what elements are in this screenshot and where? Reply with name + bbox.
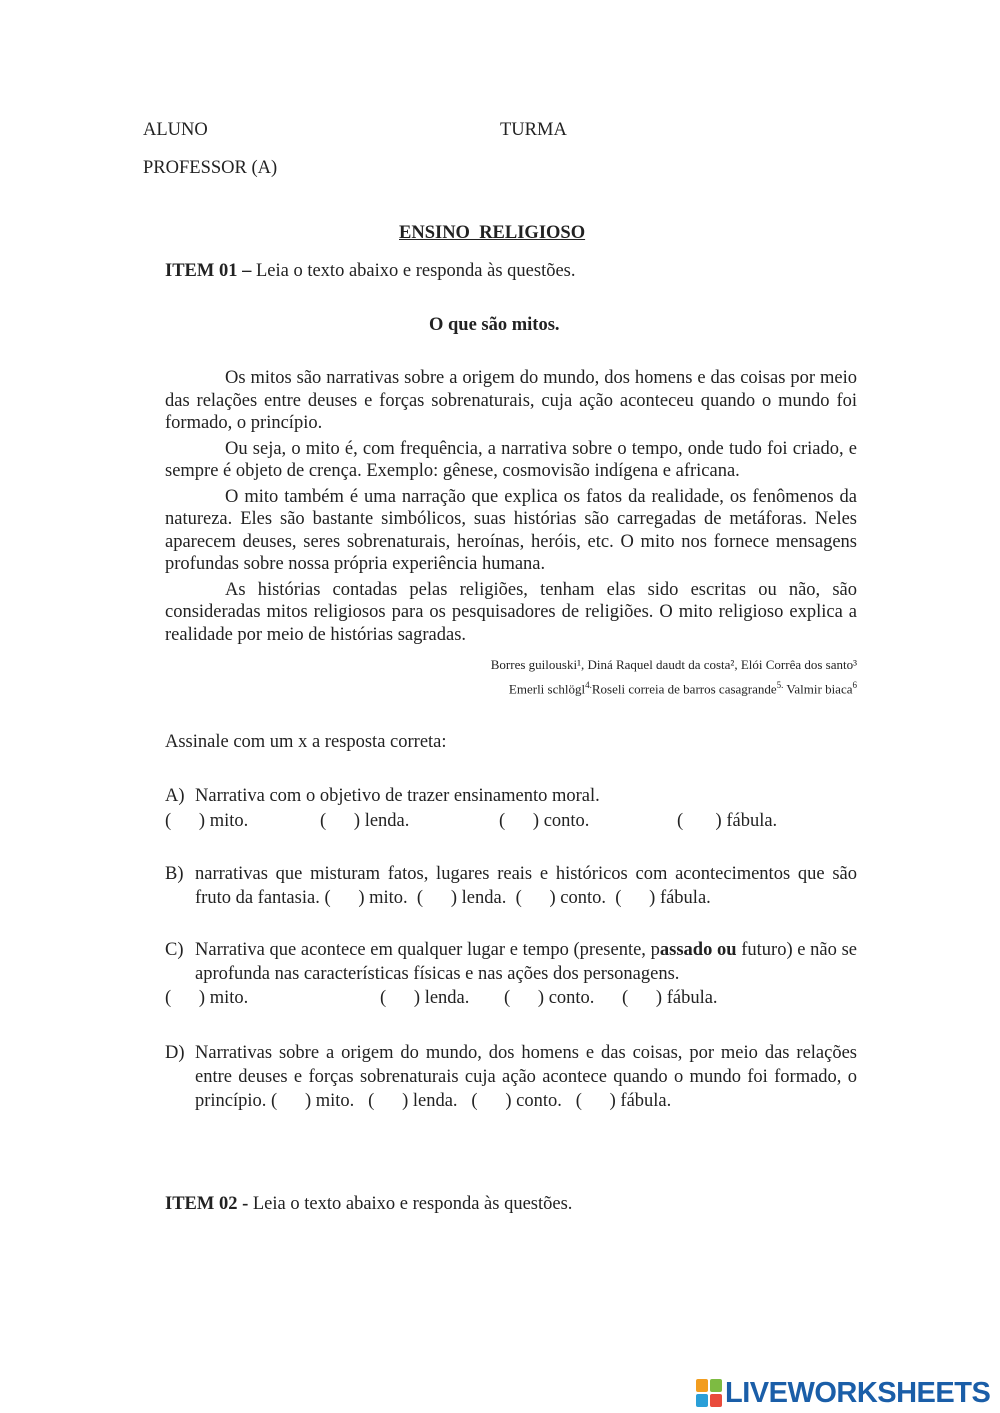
credits-sup-2: 5. (776, 680, 784, 690)
question-c-text-part-1: Narrativa que acontece em qualquer lugar e tempo (presente, p (195, 940, 660, 960)
item-02-heading (165, 1194, 572, 1215)
question-a-option-fabula[interactable]: ( ) fábula. (677, 811, 778, 831)
question-b-text: narrativas que misturam fatos, lugares reais e históricos com acontecimentos que são fruto da fantasia. ( ) mito. ( ) lenda. ( ) conto. ( ) fábula. (195, 864, 862, 908)
liveworksheets-logo-icon (696, 1379, 722, 1407)
question-c-option-mito[interactable]: ( ) mito. (165, 988, 249, 1008)
item-01-heading (165, 261, 576, 282)
question-d-letter: D) (165, 1043, 185, 1063)
reading-title: O que são mitos. (429, 315, 560, 335)
credits-author-a: Emerli schlögl (508, 681, 586, 697)
question-d-text: Narrativas sobre a origem do mundo, dos homens e das coisas, por meio das relações entre deuses e forças sobrenaturais cuja ação acontece quando o mundo foi formado, o princípio. ( ) mito. ( ) lenda. ( ) conto. ( ) fábula. (195, 1043, 862, 1111)
question-c-letter: C) (165, 940, 184, 960)
liveworksheets-logo (696, 1376, 990, 1410)
item-01-label: ITEM 01 – (165, 261, 252, 281)
reading-paragraph-4: As histórias contadas pelas religiões, tenham elas sido escritas ou não, são consideradas mitos religiosos para os pesquisadores de religiões. O mito religioso explica a realidade por meio de histórias sagradas. (165, 579, 857, 645)
reading-paragraph-1: Os mitos são narrativas sobre a origem do mundo, dos homens e das coisas por meio das relações entre deuses e forças sobrenaturais, cuja ação aconteceu quando o mundo foi formado, o princípio. (165, 368, 857, 433)
question-a-option-conto[interactable]: ( ) conto. (499, 811, 590, 831)
class-label: TURMA (500, 120, 567, 140)
question-c-text-part-2: futuro) e não se aprofunda nas características físicas e nas ações dos personagens. (195, 940, 857, 984)
credits-sup-1: 4. (585, 680, 592, 690)
question-b (165, 862, 862, 910)
teacher-label: PROFESSOR (A) (143, 158, 278, 178)
student-label: ALUNO (143, 120, 208, 140)
item-01-instruction: Leia o texto abaixo e responda às questões. (251, 261, 576, 281)
credits-line-2 (509, 680, 857, 697)
question-a-letter: A) (165, 786, 185, 806)
question-c-option-fabula[interactable]: ( ) fábula. (622, 988, 718, 1008)
credits-sup-3: 6 (852, 680, 857, 690)
question-c-option-lenda[interactable]: ( ) lenda. (380, 988, 470, 1008)
liveworksheets-logo-text: LIVEWORKSHEETS (725, 1376, 991, 1409)
subject-title: ENSINO RELIGIOSO (399, 223, 586, 243)
reading-paragraph-3: O mito também é uma narração que explica os fatos da realidade, os fenômenos da natureza. Eles são bastante simbólicos, suas histórias são carregadas de metáforas. Neles aparecem deuses, seres sobrenaturais, heroínas, heróis, etc. O mito nos fornece mensagens profundas sobre nossa própria experiência humana. (165, 486, 857, 574)
reading-text (165, 367, 857, 646)
credits-author-c: Valmir biaca (783, 681, 853, 697)
question-a-option-lenda[interactable]: ( ) lenda. (320, 811, 410, 831)
question-c (165, 938, 857, 986)
item-02-label: ITEM 02 - (165, 1194, 249, 1214)
question-b-letter: B) (165, 864, 184, 884)
credits-line-1: Borres guilouski¹, Diná Raquel daudt da costa², Elói Corrêa dos santo³ (490, 657, 857, 672)
question-a-option-mito[interactable]: ( ) mito. (165, 811, 249, 831)
mark-instruction: Assinale com um x a resposta correta: (165, 732, 447, 752)
question-d (165, 1041, 862, 1113)
item-02-instruction: Leia o texto abaixo e responda às questões. (248, 1194, 573, 1214)
question-a (165, 784, 857, 808)
question-a-text: Narrativa com o objetivo de trazer ensinamento moral. (195, 786, 600, 806)
credits-author-b: Roseli correia de barros casagrande (591, 681, 777, 697)
question-c-text (195, 938, 857, 986)
question-c-option-conto[interactable]: ( ) conto. (504, 988, 595, 1008)
question-c-text-bold: assado ou (659, 940, 737, 960)
reading-paragraph-2: Ou seja, o mito é, com frequência, a narrativa sobre o tempo, onde tudo foi criado, e sempre é objeto de crença. Exemplo: gênese, cosmovisão indígena e africana. (165, 438, 857, 481)
